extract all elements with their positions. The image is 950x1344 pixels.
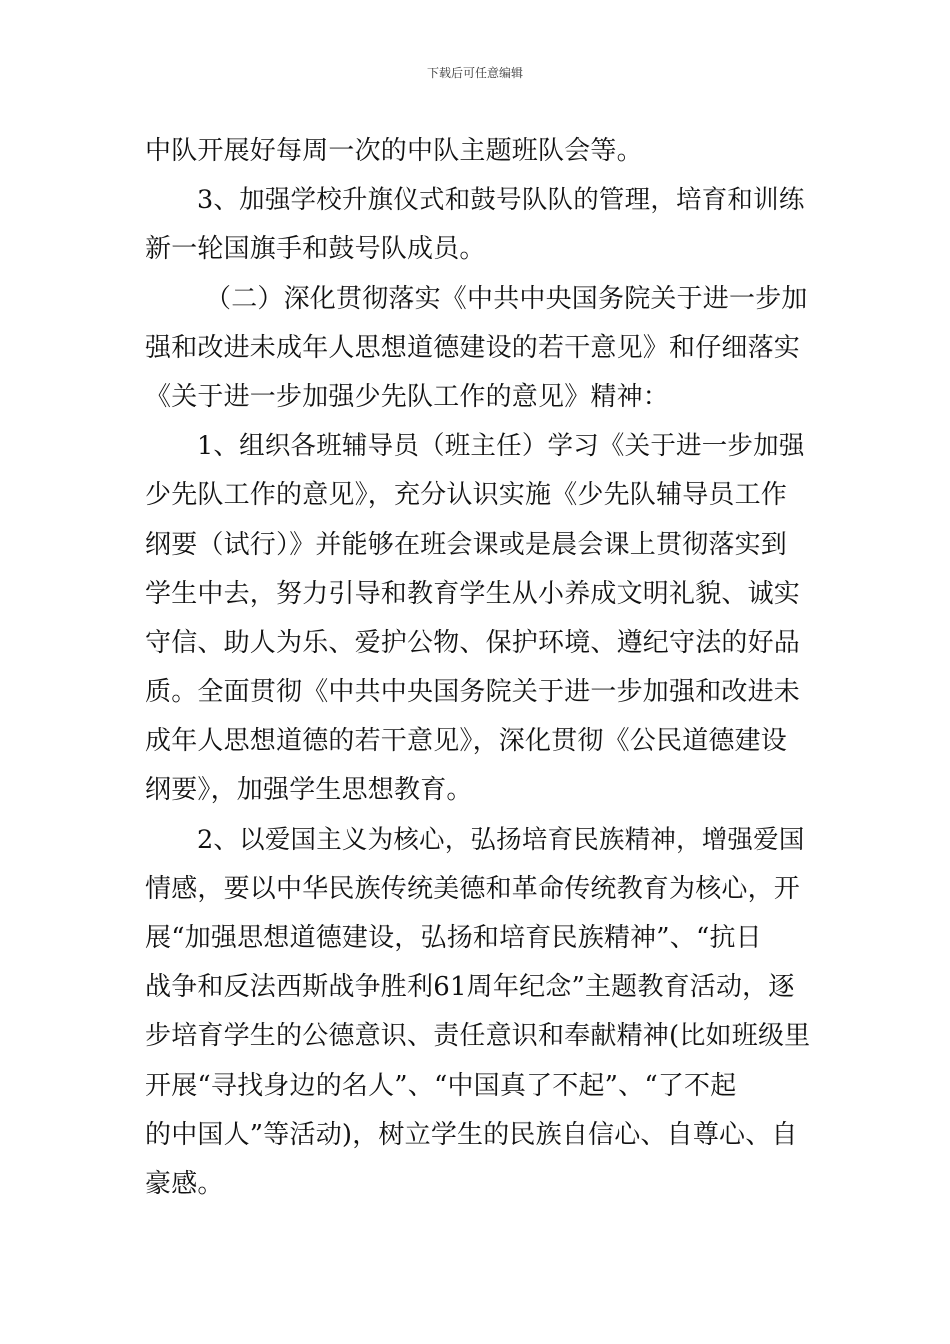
text-line: 质。全面贯彻《中共中央国务院关于进一步加强和改进未 <box>145 677 801 708</box>
text-line: 纲要》，加强学生思想教育。 <box>145 775 473 806</box>
text-line: 学生中去，努力引导和教育学生从小养成文明礼貌、诚实 <box>145 578 801 609</box>
text-line: 开展“寻找身边的名人”、“中国真了不起”、“了不起 <box>145 1070 737 1101</box>
text-line: 少先队工作的意见》，充分认识实施《少先队辅导员工作 <box>145 480 788 511</box>
page-header: 下载后可任意编辑 <box>426 66 523 80</box>
text-line: 战争和反法西斯战争胜利61周年纪念”主题教育活动，逐 <box>145 972 795 1003</box>
text-line: 新一轮国旗手和鼓号队成员。 <box>145 234 486 265</box>
text-line: （二）深化贯彻落实《中共中央国务院关于进一步加 <box>205 283 808 314</box>
text-line: 豪感。 <box>145 1168 224 1199</box>
text-line: 步培育学生的公德意识、责任意识和奉献精神(比如班级里 <box>145 1021 811 1052</box>
text-line: 展“加强思想道德建设，弘扬和培育民族精神”、“抗日 <box>145 923 762 953</box>
text-line: 守信、助人为乐、爱护公物、保护环境、遵纪守法的好品 <box>145 627 801 658</box>
text-line: 纲要（试行）》并能够在班会课或是晨会课上贯彻落实到 <box>145 529 788 560</box>
text-line: 成年人思想道德的若干意见》，深化贯彻《公民道德建设 <box>145 726 788 757</box>
text-line: 情感，要以中华民族传统美德和革命传统教育为核心，开 <box>145 873 801 904</box>
text-line: 1、组织各班辅导员（班主任）学习《关于进一步加强 <box>197 431 805 462</box>
text-line: 的中国人”等活动)，树立学生的民族自信心、自尊心、自 <box>145 1119 798 1150</box>
text-line: 《关于进一步加强少先队工作的意见》精神： <box>145 381 670 412</box>
text-line: 中队开展好每周一次的中队主题班队会等。 <box>145 136 643 166</box>
text-line: 强和改进未成年人思想道德建设的若干意见》和仔细落实 <box>145 332 801 363</box>
text-line: 2、以爱国主义为核心，弘扬培育民族精神，增强爱国 <box>197 824 805 855</box>
text-line: 3、加强学校升旗仪式和鼓号队队的管理，培育和训练 <box>197 185 805 216</box>
document-body <box>145 127 810 1209</box>
